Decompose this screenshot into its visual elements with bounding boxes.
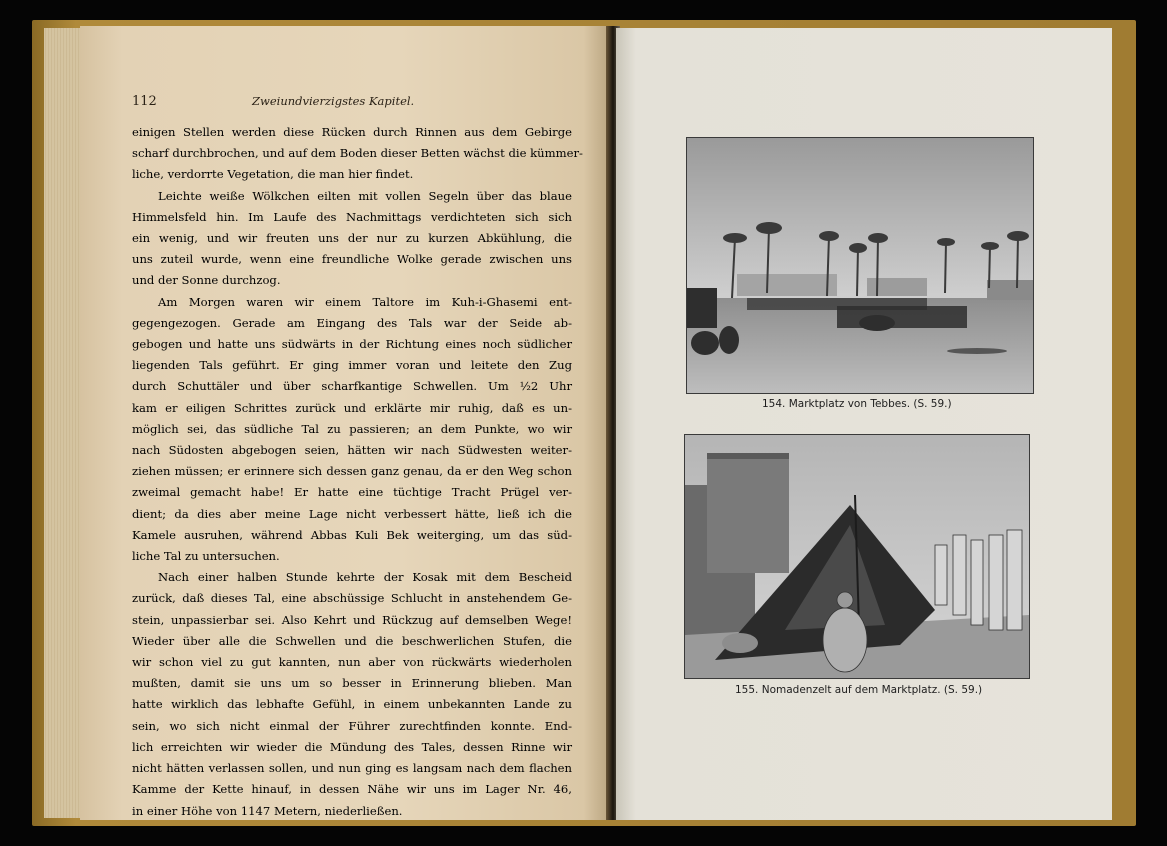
text-line: uns zuteil wurde, wenn eine freundliche Wolke gerade zwischen uns <box>132 252 572 267</box>
text-line: nach Südosten abgebogen seien, hätten wir nach Südwesten weiter- <box>132 443 572 458</box>
text-line: scharf durchbrochen, und auf dem Boden dieser Betten wächst die kümmer- <box>132 146 583 161</box>
text-line: liche Tal zu untersuchen. <box>132 549 280 564</box>
nomad-tent-photo <box>684 434 1030 679</box>
text-line: in einer Höhe von 1147 Metern, niederließen. <box>132 803 403 818</box>
text-line: einigen Stellen werden diese Rücken durch Rinnen aus dem Gebirge <box>132 125 572 139</box>
text-line: sein, wo sich nicht einmal der Führer zurechtfinden konnte. End- <box>132 718 572 733</box>
text-line: möglich sei, das südliche Tal zu passieren; an dem Punkte, wo wir <box>132 421 572 436</box>
text-line: mußten, damit sie uns um so besser in Erinnerung blieben. Man <box>132 676 572 691</box>
text-line: und der Sonne durchzog. <box>132 273 281 288</box>
page-number: 112 <box>132 94 157 109</box>
chapter-title: Zweiundvierzigstes Kapitel. <box>252 94 415 108</box>
text-line: Leichte weiße Wölkchen eilten mit vollen Segeln über das blaue <box>158 188 572 203</box>
text-line: zweimal gemacht habe! Er hatte eine tüchtige Tracht Prügel ver- <box>132 485 572 500</box>
text-line: Am Morgen waren wir einem Taltore im Kuh-i-Ghasemi ent- <box>158 294 572 309</box>
text-line: ein wenig, und wir freuten uns der nur zu kurzen Abkühlung, die <box>132 231 572 246</box>
text-line: gegengezogen. Gerade am Eingang des Tals war der Seide ab- <box>132 315 572 330</box>
text-line: lich erreichten wir wieder die Mündung des Tales, dessen Rinne wir <box>132 739 572 754</box>
text-line: Nach einer halben Stunde kehrte der Kosak mit dem Bescheid <box>158 570 572 585</box>
text-line: zurück, daß dieses Tal, eine abschüssige Schlucht in anstehendem Ge- <box>132 591 572 606</box>
body-text <box>132 122 583 822</box>
text-line: ziehen müssen; er erinnere sich dessen ganz genau, da er den Weg schon <box>132 464 572 479</box>
text-line: dient; da dies aber meine Lage nicht verbessert hätte, ließ ich die <box>132 506 572 521</box>
text-line: gebogen und hatte uns südwärts in der Richtung eines noch südlicher <box>132 337 572 352</box>
text-line: wir schon viel zu gut kannten, nun aber von rückwärts wiederholen <box>132 655 572 670</box>
text-line: liegenden Tals geführt. Er ging immer voran und leitete den Zug <box>132 358 572 373</box>
figure-caption: 154. Marktplatz von Tebbes. (S. 59.) <box>762 398 952 410</box>
figure-caption: 155. Nomadenzelt auf dem Marktplatz. (S. 59.) <box>735 684 983 696</box>
text-line: kam er eiligen Schrittes zurück und erklärte mir ruhig, daß es un- <box>132 400 572 415</box>
market-square-photo <box>686 137 1034 394</box>
text-line: Kamme der Kette hinauf, in dessen Nähe wir uns im Lager Nr. 46, <box>132 782 572 797</box>
text-line: nicht hätten verlassen sollen, und nun ging es langsam nach dem flachen <box>132 761 572 776</box>
text-line: hatte wirklich das lebhafte Gefühl, in einem unbekannten Lande zu <box>132 697 572 712</box>
text-line: durch Schuttäler und über scharfkantige Schwellen. Um ½2 Uhr <box>132 379 572 394</box>
text-line: Kamele ausruhen, während Abbas Kuli Bek weiterging, um das süd- <box>132 527 572 542</box>
text-line: stein, unpassierbar sei. Also Kehrt und Rückzug auf demselben Wege! <box>132 612 572 627</box>
text-line: Himmelsfeld hin. Im Laufe des Nachmittags verdichteten sich sich <box>132 209 572 224</box>
text-line: liche, verdorrte Vegetation, die man hier findet. <box>132 167 414 182</box>
text-line: Wieder über alle die Schwellen und die beschwerlichen Stufen, die <box>132 633 572 648</box>
